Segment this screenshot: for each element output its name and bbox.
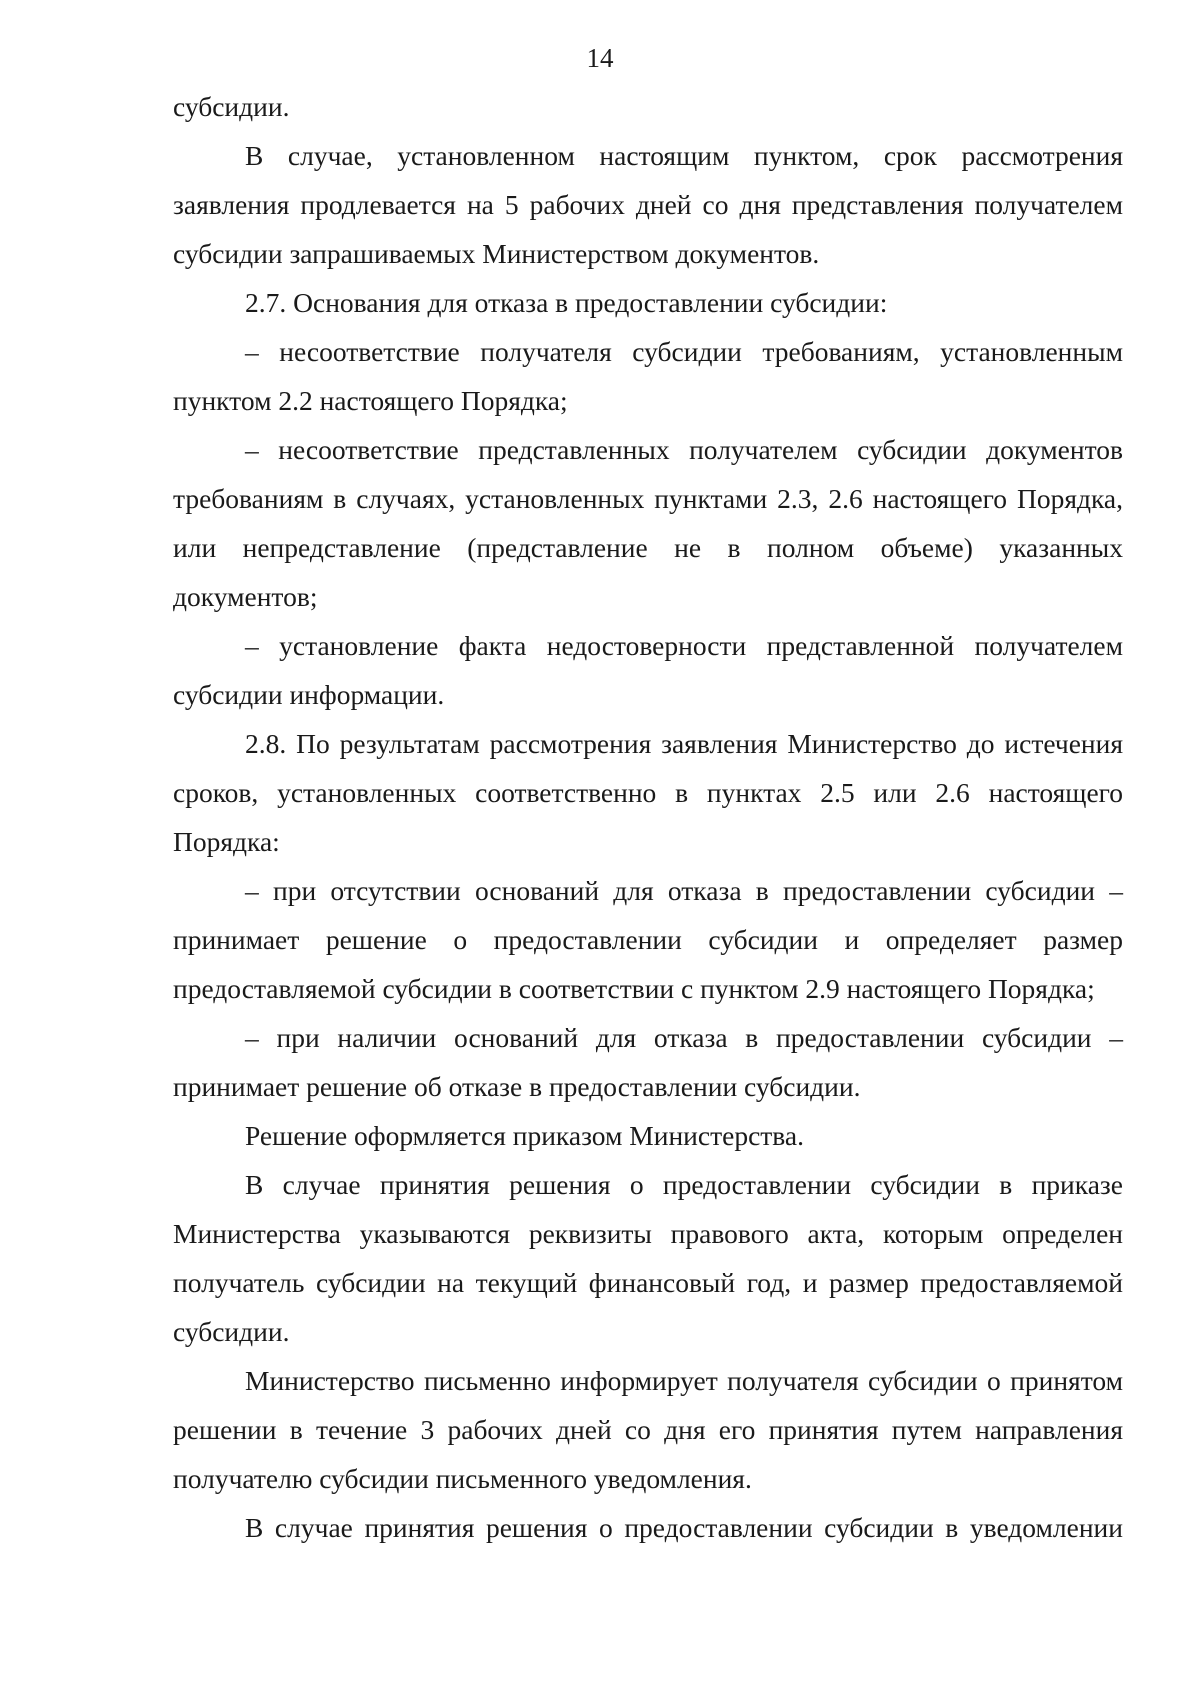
paragraph-section-2-7-heading: 2.7. Основания для отказа в предоставлении субсидии:: [245, 287, 888, 318]
paragraph-section-2-8-heading: 2.8. По результатам рассмотрения заявления Министерство до истечения сроков, установленных соответственно в пунктах 2.5 или 2.6 настоящего Порядка:: [173, 728, 1123, 857]
paragraph-extension-term: В случае, установленном настоящим пунктом, срок рассмотрения заявления продлевается на 5 рабочих дней со дня представления получателем субсидии запрашиваемых Министерством документов.: [173, 140, 1123, 269]
page-number: 14: [586, 43, 614, 73]
list-item-decision-refusal: – при наличии оснований для отказа в предоставлении субсидии – принимает решение об отказе в предоставлении субсидии.: [173, 1022, 1123, 1102]
list-item-refusal-reason-3: – установление факта недостоверности представленной получателем субсидии информации.: [173, 630, 1123, 710]
document-body: [173, 82, 1123, 1552]
paragraph-order-details: В случае принятия решения о предоставлении субсидии в приказе Министерства указываются реквизиты правового акта, которым определен получатель субсидии на текущий финансовый год, и размер предоставляемой субсидии.: [173, 1169, 1123, 1347]
paragraph-notification: Министерство письменно информирует получателя субсидии о принятом решении в течение 3 рабочих дней со дня его принятия путем направления получателю субсидии письменного уведомления.: [173, 1365, 1123, 1494]
list-item-refusal-reason-1: – несоответствие получателя субсидии требованиям, установленным пунктом 2.2 настоящего Порядка;: [173, 336, 1123, 416]
paragraph-continuation: субсидии.: [173, 91, 290, 122]
list-item-refusal-reason-2: – несоответствие представленных получателем субсидии документов требованиям в случаях, установленных пунктами 2.3, 2.6 настоящего Порядка, или непредставление (представление не в полном объеме) указанных документов;: [173, 434, 1123, 612]
list-item-decision-grant: – при отсутствии оснований для отказа в предоставлении субсидии – принимает решение о предоставлении субсидии и определяет размер предоставляемой субсидии в соответствии с пунктом 2.9 настоящего Порядка;: [173, 875, 1123, 1004]
paragraph-decision-order: Решение оформляется приказом Министерства.: [245, 1120, 804, 1151]
paragraph-notification-content: В случае принятия решения о предоставлении субсидии в уведомлении: [245, 1512, 1123, 1543]
